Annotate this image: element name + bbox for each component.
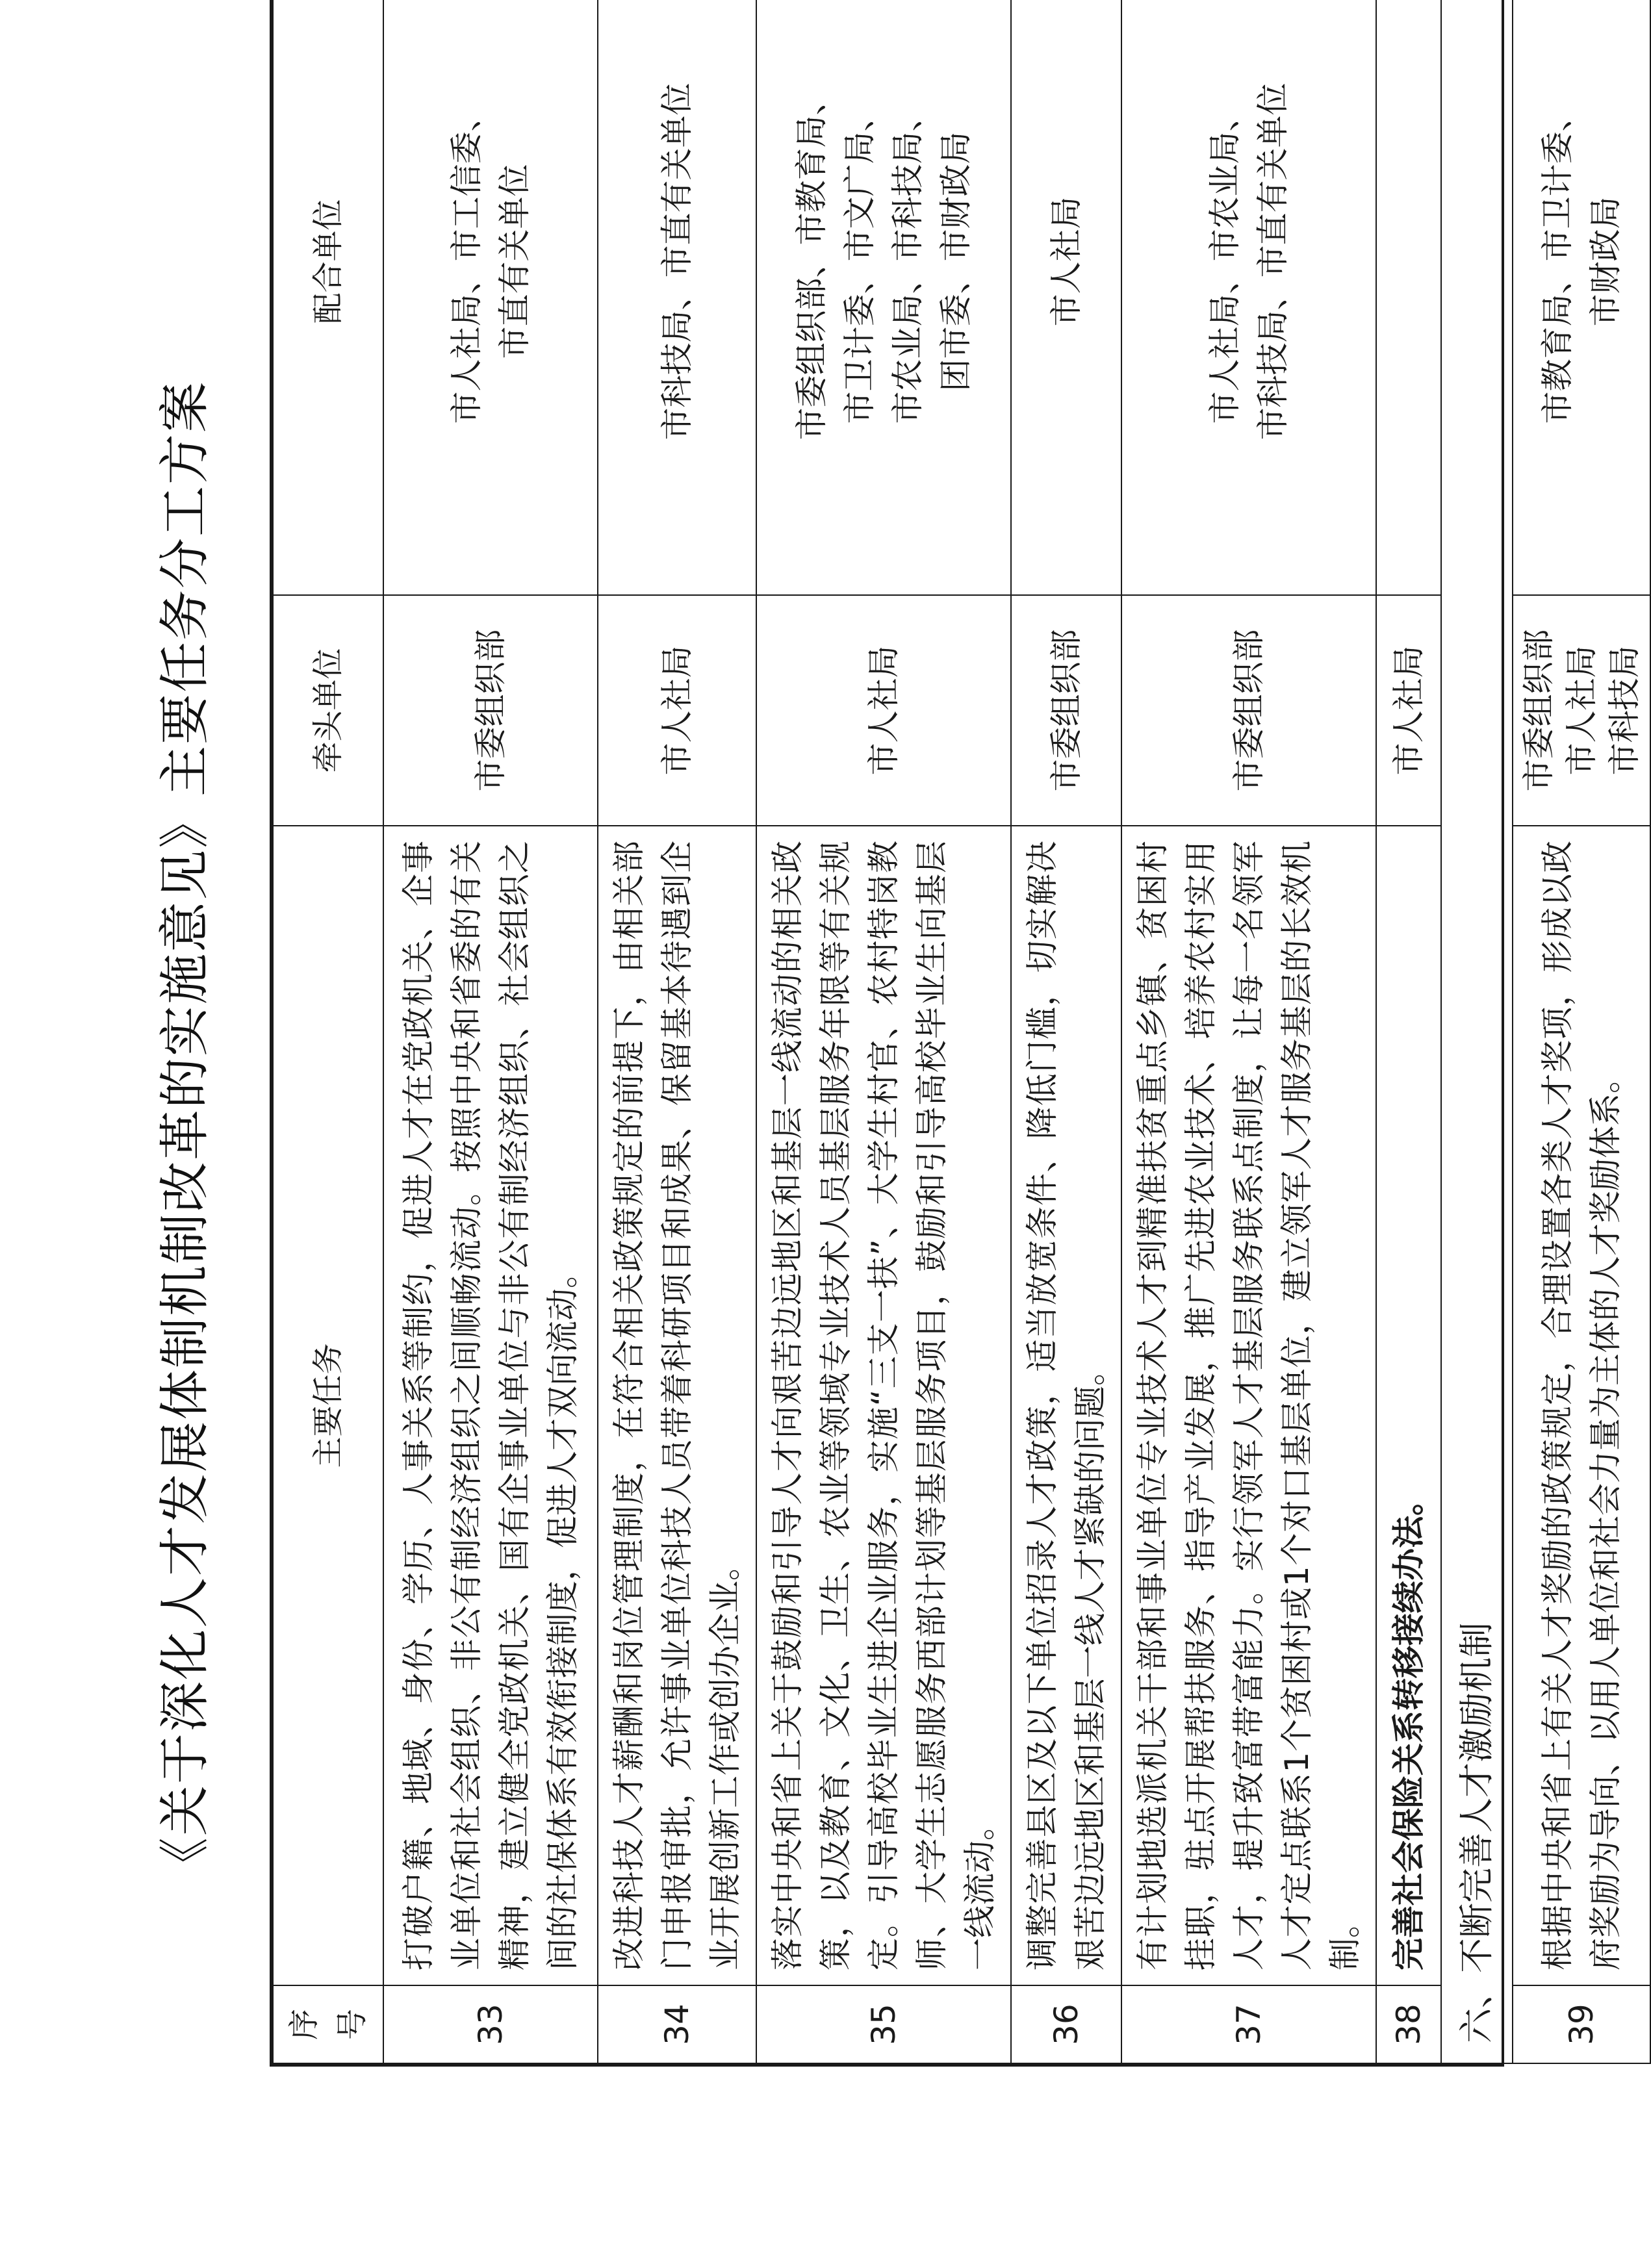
row-lead <box>598 595 756 826</box>
row-task: 调整完善县区及以下单位招录人才政策，适当放宽条件、降低门槛，切实解决艰苦边远地区和基层一线人才紧缺的问题。 <box>1011 826 1121 1985</box>
coop-line: 市科技局、市直有关单位 <box>658 83 696 440</box>
row-seq: 39 <box>1513 1985 1650 2063</box>
table-header-row <box>273 0 383 2063</box>
row-task: 打破户籍、地域、身份、学历、人事关系等制约，促进人才在党政机关、企事业单位和社会组织、非公有制经济组织之间顺畅流动。按照中央和省委的有关精神，建立健全党政机关、国有企事业单位与非公有制经济组织、社会组织之间的社保体系有效衔接制度，促进人才双向流动。 <box>383 826 598 1985</box>
row-seq: 35 <box>756 1985 1011 2063</box>
row-coop <box>1121 0 1376 595</box>
row-coop <box>1011 0 1121 595</box>
lead-line: 市委组织部 <box>472 629 509 792</box>
lead-line: 市人社局 <box>865 645 902 776</box>
row-coop <box>383 0 598 595</box>
coop-line: 市农业局、市科技局、 <box>889 99 927 424</box>
coop-line: 市直有关单位 <box>496 164 533 359</box>
row-lead <box>1121 595 1376 826</box>
lead-line: 市委组织部 <box>1230 629 1268 792</box>
row-seq: 38 <box>1376 1985 1441 2063</box>
row-seq: 34 <box>598 1985 756 2063</box>
task-table-wrapper <box>270 0 1643 2067</box>
lead-line: 市科技局 <box>1606 645 1643 776</box>
row-task: 根据中央和省上有关人才奖励的政策规定，合理设置各类人才奖项，形成以政府奖励为导向、以用人单位和社会力量为主体的人才奖励体系。 <box>1513 826 1650 1985</box>
table-row <box>383 0 598 2063</box>
coop-line: 市人社局、市工信委、 <box>448 99 485 424</box>
row-coop <box>1376 0 1441 595</box>
row-lead <box>1011 595 1121 826</box>
coop-line: 团市委、市财政局 <box>937 131 975 392</box>
row-lead <box>1513 595 1650 826</box>
row-seq: 37 <box>1121 1985 1376 2063</box>
row-lead <box>756 595 1011 826</box>
coop-line: 市财政局 <box>1587 196 1624 327</box>
task-table <box>272 0 1651 2064</box>
lead-line: 市人社局 <box>1390 645 1427 776</box>
table-row <box>756 0 1011 2063</box>
page-title: 《关于深化人才发展体制机制改革的实施意见》主要任务分工方案 <box>156 381 214 1889</box>
row-task: 有计划地选派机关干部和事业单位专业技术人才到精准扶贫重点乡镇、贫困村挂职，驻点开展帮扶服务、指导产业发展，推广先进农业技术、培养农村实用人才，提升致富带富能力。实行领军人才基层服务联系点制度，让每一名领军人才定点联系1个贫困村或1个对口基层单位，建立领军人才服务基层的长效机制。 <box>1121 826 1376 1985</box>
lead-line: 市人社局 <box>1563 645 1600 776</box>
table-row <box>598 0 756 2063</box>
header-lead: 牵头单位 <box>273 595 383 826</box>
header-task: 主要任务 <box>273 826 383 1985</box>
row-seq: 33 <box>383 1985 598 2063</box>
coop-line: 市人社局、市农业局、 <box>1206 99 1244 424</box>
coop-line: 市人社局 <box>1047 196 1085 327</box>
section-row <box>1441 0 1513 2063</box>
coop-line: 市科技局、市直有关单位 <box>1254 83 1292 440</box>
lead-line: 市人社局 <box>658 645 696 776</box>
table-row <box>1513 0 1650 2063</box>
header-seq: 序号 <box>273 1985 383 2063</box>
row-task: 改进科技人才薪酬和岗位管理制度，在符合相关政策规定的前提下，由相关部门申报审批，允许事业单位科技人员带着科研项目和成果、保留基本待遇到企业开展创新工作或创办企业。 <box>598 826 756 1985</box>
header-coop: 配合单位 <box>273 0 383 595</box>
coop-line: 市卫计委、市文广局、 <box>841 99 878 424</box>
row-lead <box>1376 595 1441 826</box>
table-row <box>1011 0 1121 2063</box>
table-row <box>1376 0 1441 2063</box>
row-lead <box>383 595 598 826</box>
row-coop <box>756 0 1011 595</box>
lead-line: 市委组织部 <box>1047 629 1085 792</box>
coop-line: 市委组织部、市教育局、 <box>793 83 830 440</box>
lead-line: 市委组织部 <box>1520 629 1557 792</box>
row-coop <box>598 0 756 595</box>
coop-line: 市教育局、市卫计委、 <box>1539 99 1576 424</box>
table-row <box>1121 0 1376 2063</box>
row-task: 完善社会保险关系转移接续办法。 <box>1376 826 1441 1985</box>
section-heading: 六、不断完善人才激励机制 <box>1441 0 1513 2063</box>
row-seq: 36 <box>1011 1985 1121 2063</box>
row-task: 落实中央和省上关于鼓励和引导人才向艰苦边远地区和基层一线流动的相关政策，以及教育、文化、卫生、农业等领域专业技术人员基层服务年限等有关规定。引导高校毕业生进企业服务，实施“三支一扶”、大学生村官、农村特岗教师、大学生志愿服务西部计划等基层服务项目，鼓励和引导高校毕业生向基层一线流动。 <box>756 826 1011 1985</box>
row-coop <box>1513 0 1650 595</box>
